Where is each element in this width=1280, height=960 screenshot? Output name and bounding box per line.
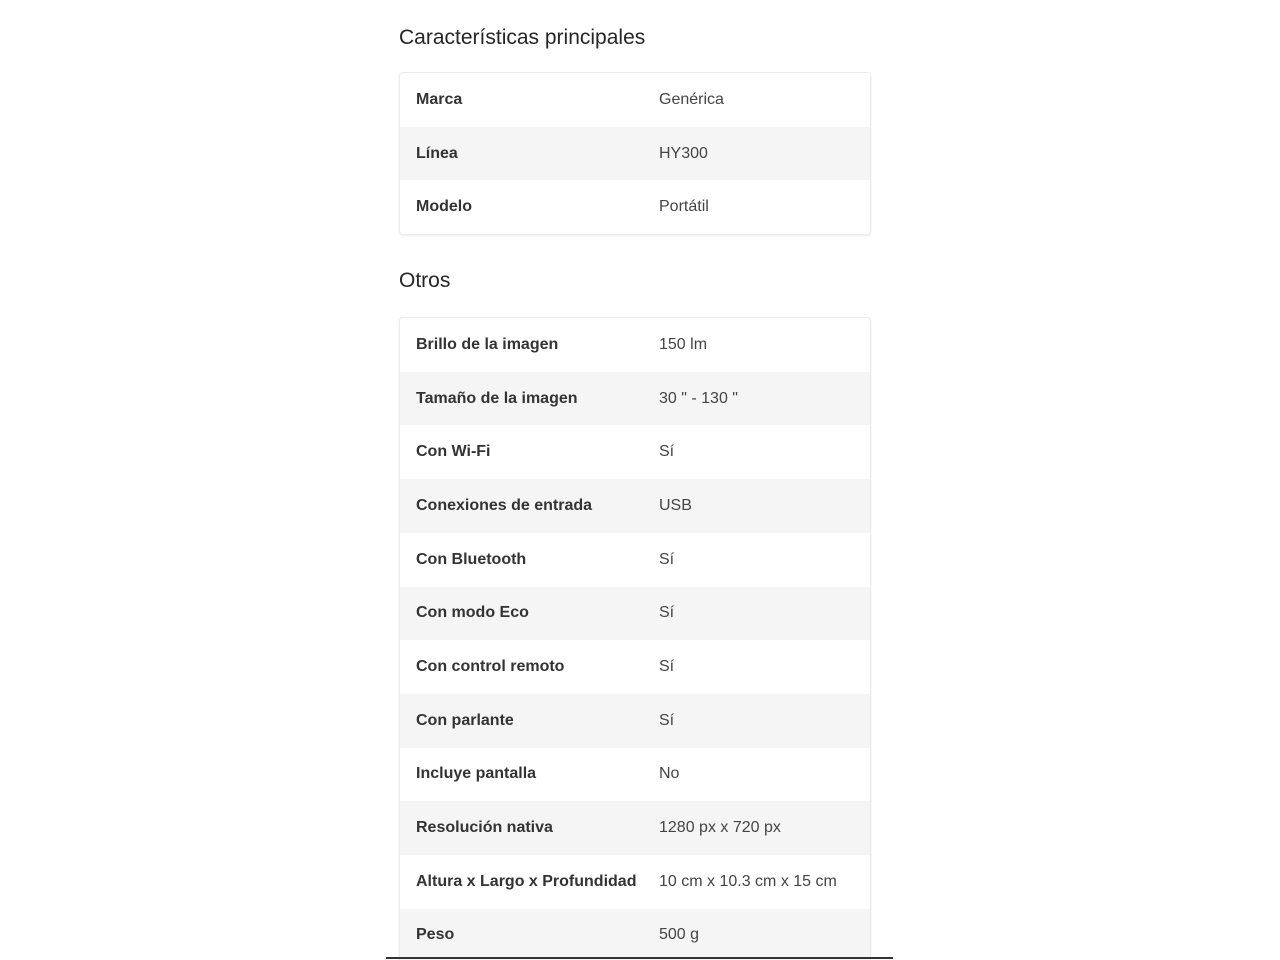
spec-value: 150 lm <box>659 335 708 353</box>
spec-value: Genérica <box>659 90 724 108</box>
spec-value: USB <box>659 496 692 514</box>
table-row <box>400 127 870 181</box>
table-row <box>400 479 870 533</box>
spec-label: Con parlante <box>416 711 514 729</box>
table-row <box>400 73 870 127</box>
spec-label: Peso <box>416 926 455 944</box>
spec-label: Con modo Eco <box>416 604 529 622</box>
spec-value: No <box>659 765 680 783</box>
spec-label: Incluye pantalla <box>416 765 537 783</box>
table-row <box>400 533 870 587</box>
spec-value: 10 cm x 10.3 cm x 15 cm <box>659 872 837 890</box>
table-row <box>400 640 870 694</box>
bottom-divider <box>386 957 893 959</box>
other-features-table <box>399 317 871 960</box>
spec-label: Modelo <box>416 198 472 216</box>
spec-value: Sí <box>659 604 675 622</box>
spec-label: Línea <box>416 144 458 162</box>
main-features-table <box>399 72 871 235</box>
table-row <box>400 694 870 748</box>
spec-value: 1280 px x 720 px <box>659 819 781 837</box>
spec-value: HY300 <box>659 144 708 162</box>
spec-label: Con control remoto <box>416 658 565 676</box>
table-row <box>400 372 870 426</box>
table-row <box>400 425 870 479</box>
spec-value: 30 " - 130 " <box>659 389 738 407</box>
spec-label: Con Wi-Fi <box>416 443 491 461</box>
spec-value: Sí <box>659 550 675 568</box>
spec-value: Sí <box>659 658 675 676</box>
spec-label: Brillo de la imagen <box>416 335 559 353</box>
table-row <box>400 748 870 802</box>
spec-label: Altura x Largo x Profundidad <box>416 872 637 890</box>
spec-value: Sí <box>659 443 675 461</box>
spec-value: Portátil <box>659 198 709 216</box>
spec-label: Con Bluetooth <box>416 550 527 568</box>
table-row <box>400 909 870 960</box>
specs-content <box>399 0 871 960</box>
spec-value: Sí <box>659 711 675 729</box>
table-row <box>400 587 870 641</box>
spec-label: Resolución nativa <box>416 819 553 837</box>
other-features-title: Otros <box>399 269 451 293</box>
spec-label: Tamaño de la imagen <box>416 389 578 407</box>
spec-label: Marca <box>416 90 463 108</box>
table-row <box>400 180 870 234</box>
table-row <box>400 855 870 909</box>
table-row <box>400 801 870 855</box>
table-row <box>400 318 870 372</box>
main-features-title: Características principales <box>399 26 646 49</box>
spec-value: 500 g <box>659 926 700 944</box>
spec-label: Conexiones de entrada <box>416 496 593 514</box>
